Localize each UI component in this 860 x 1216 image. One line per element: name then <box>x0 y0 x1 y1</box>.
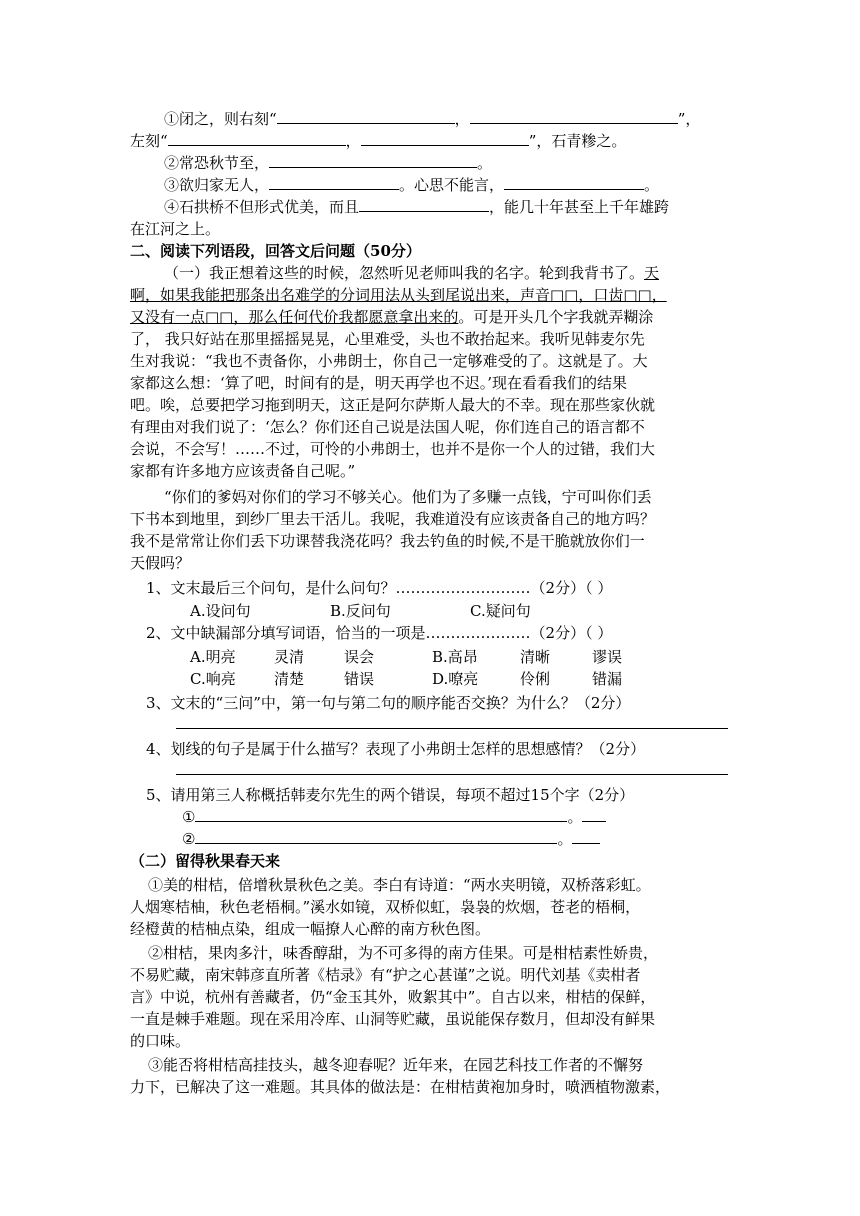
answer-line[interactable] <box>176 774 728 775</box>
question-5: 5、请用第三人称概括韩麦尔先生的两个错误，每项不超过15个字（2分） <box>146 786 635 804</box>
passage2-title: （二）留得秋果春天来 <box>130 852 281 870</box>
passage1-line: 家都有许多地方应该责备自己呢。” <box>130 462 356 480</box>
option-d[interactable]: D.嘹亮 <box>432 670 479 688</box>
passage2-line: 的口味。 <box>130 1032 191 1050</box>
fill-blank[interactable] <box>269 152 477 168</box>
question-5-answer-2 <box>182 828 600 850</box>
passage1-line: 会说，不会写！……不过，可怜的小弗朗士，也并不是你一个人的过错，我们大 <box>130 440 656 458</box>
question-5-answer-1 <box>182 806 606 828</box>
passage2-line: 一直是棘手难题。现在采用冷库、山洞等贮藏，虽说能保存数月，但却没有鲜果 <box>130 1010 656 1028</box>
option-b[interactable]: B.高昂 <box>432 648 478 666</box>
question-2: 2、文中缺漏部分填写词语，恰当的一项是…………………（2分）（ ） <box>146 624 613 642</box>
answer-end: 。 <box>557 830 573 848</box>
passage1-line: “你们的爹妈对你们的学习不够关心。他们为了多赚一点钱，宁可叫你们丢 <box>164 488 652 506</box>
passage2-line: 人烟寒桔柚，秋色老梧桐。”溪水如镜，双桥似虹，袅袅的炊烟，苍老的梧桐， <box>130 898 641 916</box>
passage2-line: ③能否将柑桔高挂技头，越冬迎春呢？近年来，在园艺科技工作者的不懈努 <box>148 1056 644 1074</box>
passage1-line: 生对我说：“我也不责备你，小弗朗士，你自己一定够难受的了。这就是了。大 <box>130 352 648 370</box>
fill-q2-text: ②常恐秋节至， <box>164 154 270 172</box>
option-d-word3: 错漏 <box>592 670 623 688</box>
passage1-line: 了， 我只好站在那里摇摇晃晃，心里难受，头也不敢抬起来。我听见韩麦尔先 <box>130 330 645 348</box>
passage2-line: 经橙黄的桔柚点染，组成一幅撩人心醉的南方秋色图。 <box>130 920 491 938</box>
option-b-word3: 谬误 <box>592 648 623 666</box>
option-c-word3: 错误 <box>344 670 375 688</box>
fill-q2-end: 。 <box>477 154 493 172</box>
fill-blank[interactable] <box>277 108 455 124</box>
option-c[interactable]: C.疑问句 <box>470 602 531 620</box>
passage1-line: 吧。唉，总要把学习拖到明天，这正是阿尔萨斯人最大的不幸。现在那些家伙就 <box>130 396 656 414</box>
passage2-line: ①美的柑桔，倍增秋景秋色之美。李白有诗道：“两水夹明镜，双桥落彩虹。 <box>148 876 651 894</box>
fill-q1-line1 <box>164 108 700 130</box>
passage1-line: 有理由对我们说了：‘怎么？你们还自己说是法国人呢，你们连自己的语言都不 <box>130 418 645 436</box>
passage1-line <box>164 262 659 284</box>
passage1-line <box>130 306 653 328</box>
answer-end: 。 <box>567 808 583 826</box>
passage1-line: 家都这么想：‘算了吧，时间有的是，明天再学也不迟。’现在看看我们的结果 <box>130 374 628 392</box>
option-a[interactable]: A.明亮 <box>190 648 236 666</box>
passage2-line: 力下，已解决了这一难题。其具体的做法是：在柑桔黄袍加身时，喷洒植物激素， <box>130 1078 671 1096</box>
fill-q4-text-b: ，能几十年甚至上千年雄跨 <box>489 198 670 216</box>
underlined-text: 又没有一点□□，那么任何代价我都愿意拿出来的 <box>130 308 459 326</box>
option-b-word2: 清晰 <box>520 648 551 666</box>
fill-q1-comma: ， <box>454 110 470 128</box>
passage1-line: 我不是常常让你们丢下功课替我浇花吗？我去钓鱼的时候,不是干脆就放你们一 <box>130 532 645 550</box>
option-a-word2: 灵清 <box>274 648 305 666</box>
answer-number-2: ② <box>182 830 196 848</box>
passage2-line: 言》中说，杭州有善藏者，仍“金玉其外，败絮其中”。自古以来，柑桔的保鲜， <box>130 988 656 1006</box>
passage1-line: 天假吗？ <box>130 554 191 572</box>
fill-blank[interactable] <box>168 130 346 146</box>
fill-q1-text-b: 左刻“ <box>130 132 168 150</box>
fill-q1-comma2: ， <box>345 132 361 150</box>
fill-blank[interactable] <box>359 196 489 212</box>
passage1-text: （一）我正想着这些的时候，忽然听见老师叫我的名字。轮到我背书了。 <box>164 264 645 282</box>
option-d-word2: 伶俐 <box>520 670 551 688</box>
fill-blank[interactable] <box>504 174 644 190</box>
answer-blank[interactable] <box>195 828 557 844</box>
option-b[interactable]: B.反问句 <box>330 602 391 620</box>
question-3: 3、文末的“三问”中，第一句与第二句的顺序能否交换？为什么？（2分） <box>146 694 631 712</box>
fill-q1-text-c: ”，石青糁之。 <box>528 132 627 150</box>
answer-blank-tail <box>572 828 600 844</box>
fill-blank[interactable] <box>470 108 678 124</box>
fill-q3-text-a: ③欲归家无人， <box>164 176 270 194</box>
fill-blank[interactable] <box>269 174 399 190</box>
option-c-word2: 清楚 <box>274 670 305 688</box>
fill-q4-line2: 在江河之上。 <box>130 220 221 238</box>
question-4: 4、划线的句子是属于什么描写？表现了小弗朗士怎样的思想感情？（2分） <box>146 740 646 758</box>
fill-q4-text-a: ④石拱桥不但形式优美，而且 <box>164 198 360 216</box>
fill-q1-line2 <box>130 130 626 152</box>
fill-q3-end: 。 <box>644 176 660 194</box>
passage1-text: 。可是开头几个字我就弄糊涂 <box>458 308 654 326</box>
option-a[interactable]: A.设问句 <box>190 602 251 620</box>
question-1: 1、文末最后三个问句，是什么问句？………………………（2分）（ ） <box>146 579 613 597</box>
option-a-word3: 误会 <box>344 648 375 666</box>
question-2-options-row2 <box>190 668 622 690</box>
fill-q3-line <box>164 174 659 196</box>
fill-q4-line1 <box>164 196 669 218</box>
underlined-text: 天 <box>644 264 660 282</box>
passage1-line: 下书本到地里，到纱厂里去干活儿。我呢，我难道没有应该责备自己的地方吗？ <box>130 510 656 528</box>
fill-q1-text-a: ①闭之，则右刻“ <box>164 110 277 128</box>
underlined-text: 啊，如果我能把那条出名难学的分词用法从头到尾说出来，声音□□，口齿□□， <box>130 286 667 304</box>
fill-q3-text-b: 。心思不能言， <box>399 176 505 194</box>
question-2-options-row1 <box>190 646 622 668</box>
fill-q2-line <box>164 152 492 174</box>
fill-q1-end: ”， <box>677 110 701 128</box>
section-heading: 二、阅读下列语段，回答文后问题（50分） <box>130 242 421 260</box>
answer-blank[interactable] <box>195 806 567 822</box>
answer-blank-tail <box>582 806 606 822</box>
question-1-options <box>190 600 531 622</box>
answer-number-1: ① <box>182 808 196 826</box>
passage2-line: 不易贮藏，南宋韩彦直所著《桔录》有“护之心甚谨”之说。明代刘基《卖柑者 <box>130 966 641 984</box>
option-c[interactable]: C.响亮 <box>190 670 236 688</box>
passage2-line: ②柑桔，果肉多汁，味香醇甜，为不可多得的南方佳果。可是柑桔素性娇贵， <box>148 944 659 962</box>
answer-line[interactable] <box>176 728 728 729</box>
fill-blank[interactable] <box>361 130 529 146</box>
